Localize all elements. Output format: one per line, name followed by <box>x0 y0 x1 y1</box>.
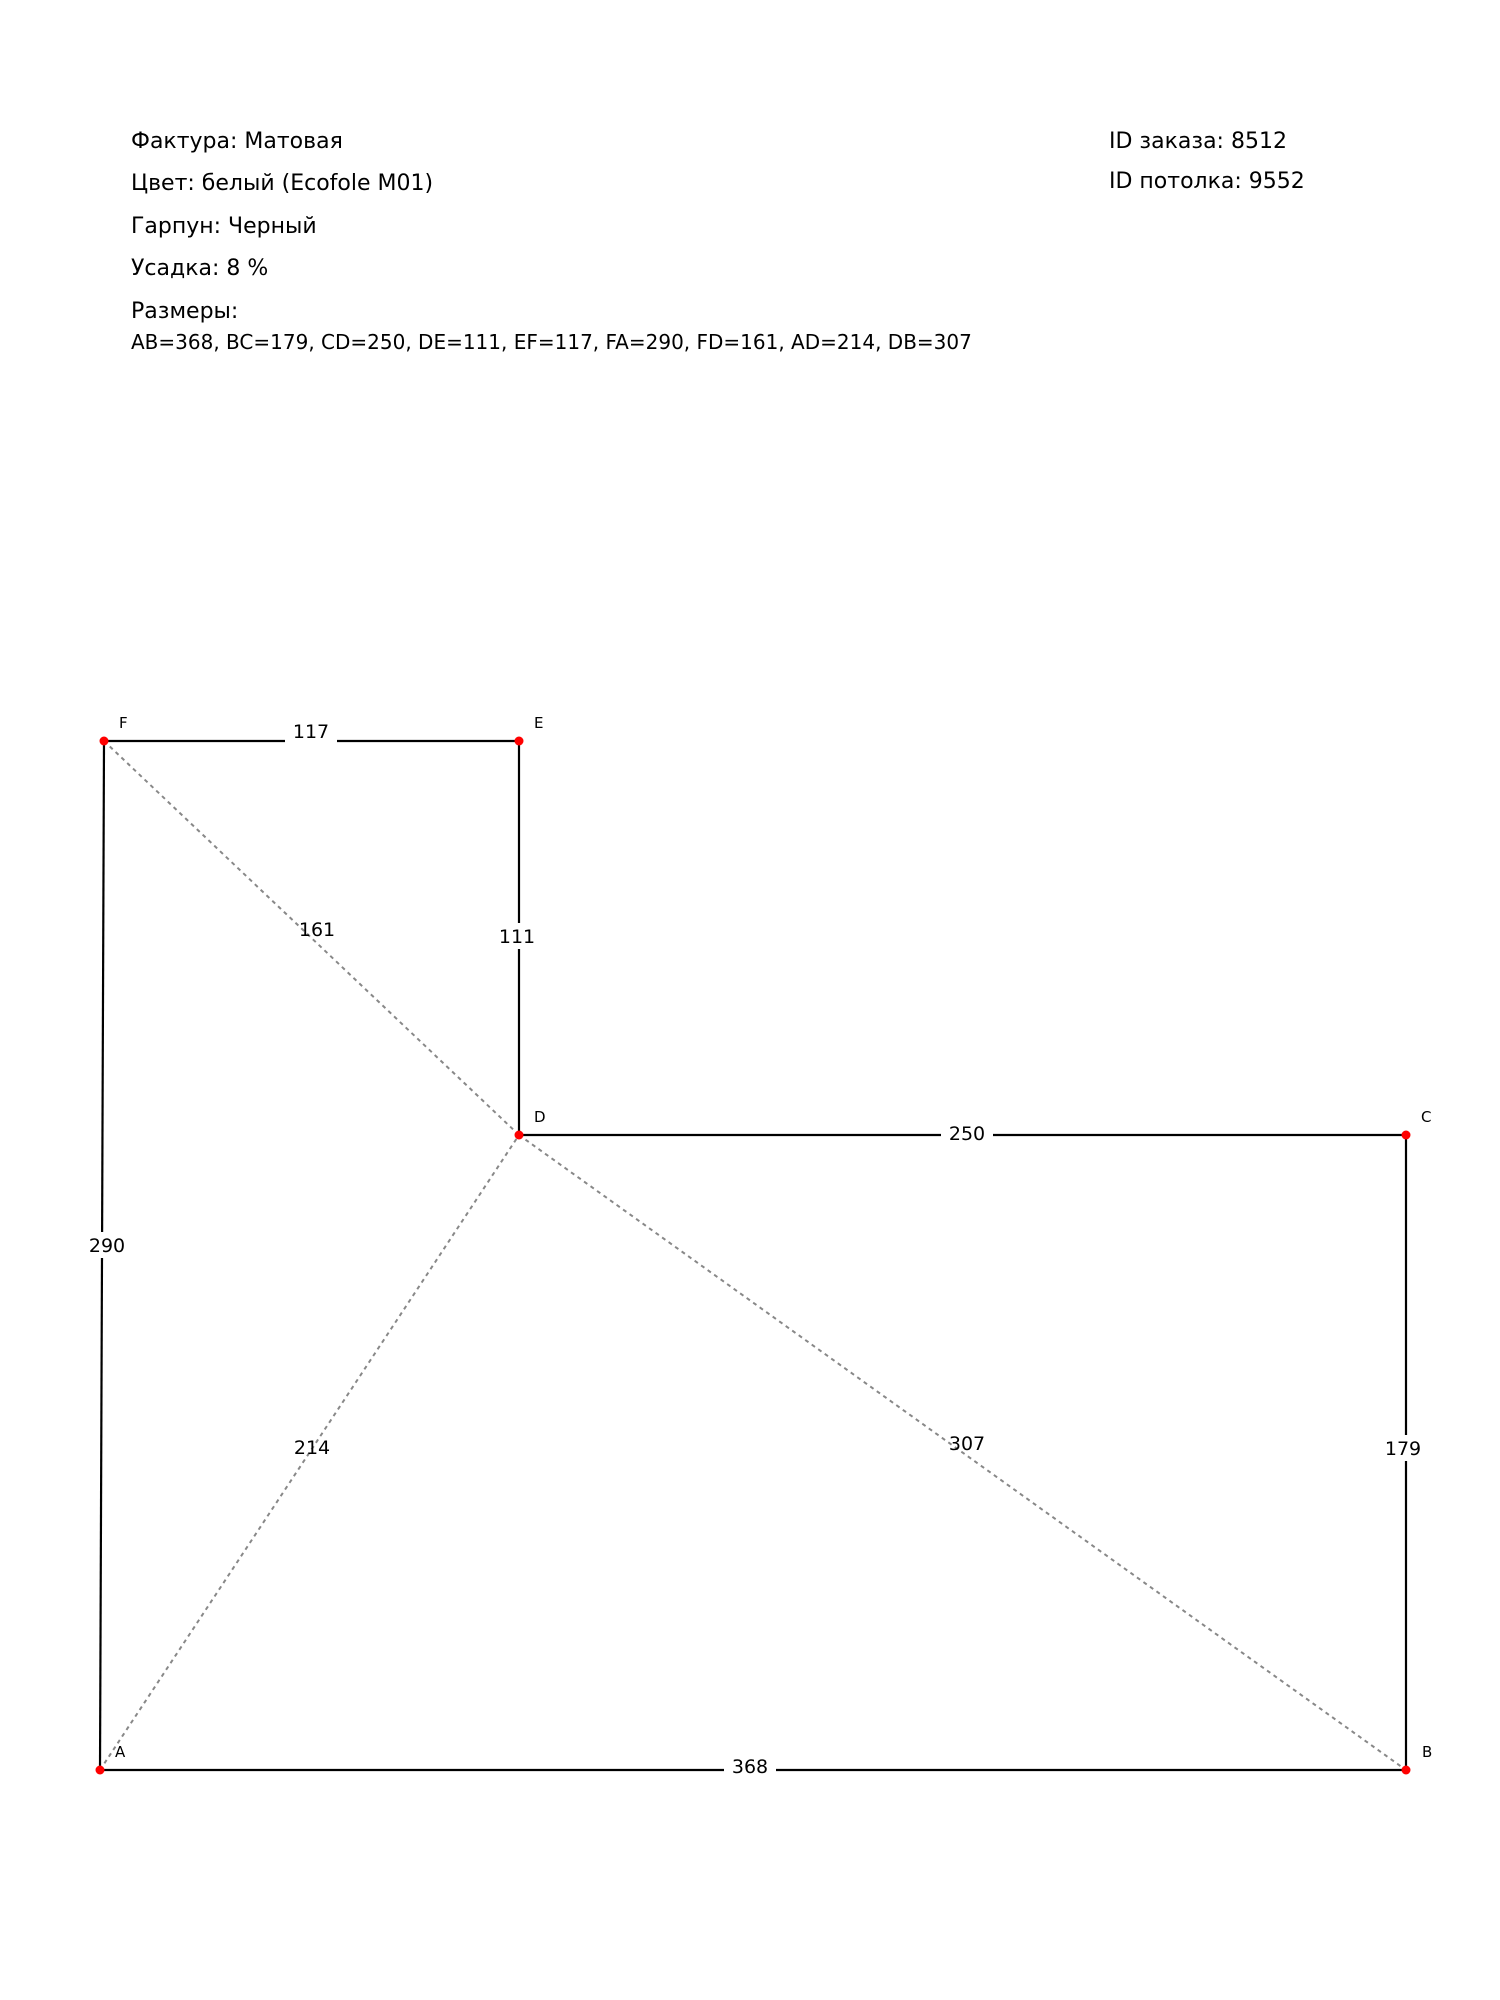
edge-label-ef: 117 <box>292 721 330 743</box>
vertex-label-c: C <box>1421 1108 1432 1126</box>
vertex-label-e: E <box>534 714 544 732</box>
edge-label-fd: 161 <box>298 919 336 941</box>
edge-label-cd: 250 <box>948 1123 986 1145</box>
vertex-label-b: B <box>1422 1743 1433 1761</box>
shrink-text: Усадка: 8 % <box>131 256 269 281</box>
edge-label-ad: 214 <box>293 1437 331 1459</box>
vertex-b <box>1402 1766 1411 1775</box>
edge-label-db: 307 <box>948 1433 986 1455</box>
edge-label-ab: 368 <box>731 1756 769 1778</box>
edge-label-fa: 290 <box>88 1235 126 1257</box>
edge-label-de: 111 <box>498 926 536 948</box>
vertex-c <box>1402 1131 1411 1140</box>
color-text: Цвет: белый (Ecofole M01) <box>131 171 434 196</box>
vertex-label-a: A <box>115 1743 126 1761</box>
order-id-text: ID заказа: 8512 <box>1109 129 1287 154</box>
edge-label-bc: 179 <box>1384 1438 1422 1460</box>
vertex-label-d: D <box>534 1108 546 1126</box>
vertex-f <box>100 737 109 746</box>
vertex-d <box>515 1131 524 1140</box>
vertex-a <box>96 1766 105 1775</box>
vertex-label-f: F <box>119 714 128 732</box>
ceiling-id-text: ID потолка: 9552 <box>1109 169 1305 194</box>
sizes-title: Размеры: <box>131 299 239 324</box>
sizes-list: AB=368, BC=179, CD=250, DE=111, EF=117, FA=290, FD=161, AD=214, DB=307 <box>131 330 972 354</box>
harpoon-text: Гарпун: Черный <box>131 214 317 239</box>
vertex-e <box>515 737 524 746</box>
texture-text: Фактура: Матовая <box>131 129 343 154</box>
